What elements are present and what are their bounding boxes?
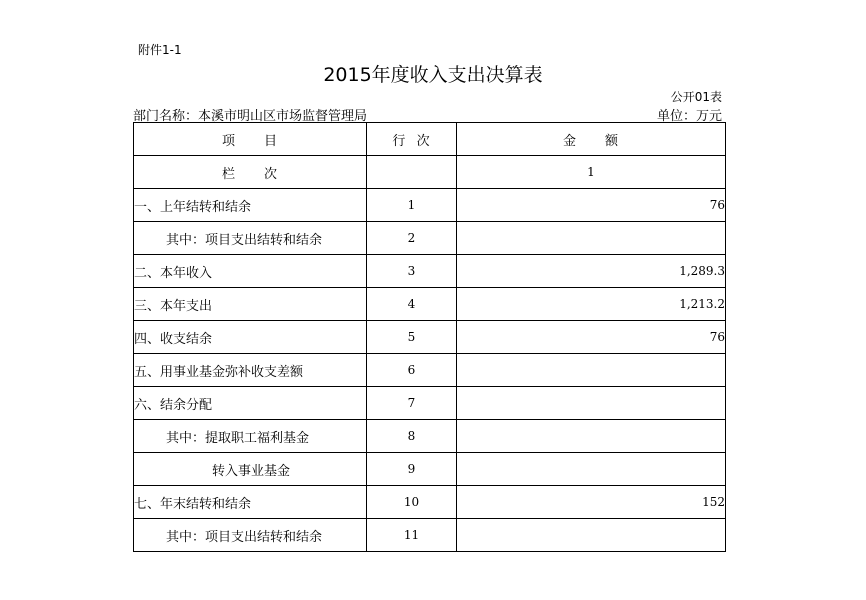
page-title: 2015年度收入支出决算表 [323, 64, 543, 86]
budget-table [133, 122, 726, 552]
header-row [134, 123, 726, 156]
header-line-b: 次 [416, 133, 431, 149]
row-item: 四、收支结余 [134, 321, 367, 354]
row-amount: 76 [457, 189, 726, 222]
row-item: 其中：项目支出结转和结余 [134, 519, 367, 552]
row-item: 其中：提取职工福利基金 [134, 420, 367, 453]
row-item: 六、结余分配 [134, 387, 367, 420]
table-row [134, 387, 726, 420]
table-row [134, 288, 726, 321]
row-amount [457, 519, 726, 552]
table-row [134, 519, 726, 552]
row-line: 9 [367, 453, 457, 486]
row-item: 一、上年结转和结余 [134, 189, 367, 222]
header-amount-b: 额 [605, 133, 620, 149]
header-item [134, 123, 367, 156]
row-item: 二、本年收入 [134, 255, 367, 288]
header-line [367, 123, 457, 156]
table-row [134, 354, 726, 387]
row-line: 6 [367, 354, 457, 387]
column-number: 1 [457, 156, 726, 189]
column-line-empty [367, 156, 457, 189]
row-line: 1 [367, 189, 457, 222]
table-row [134, 420, 726, 453]
header-item-a: 项 [221, 133, 236, 149]
row-amount: 1,213.2 [457, 288, 726, 321]
attachment-label: 附件1-1 [138, 43, 182, 57]
row-amount [457, 354, 726, 387]
row-line: 10 [367, 486, 457, 519]
table-row [134, 255, 726, 288]
table-row [134, 222, 726, 255]
row-item: 七、年末结转和结余 [134, 486, 367, 519]
row-amount [457, 420, 726, 453]
header-amount-a: 金 [562, 133, 577, 149]
row-item: 转入事业基金 [134, 453, 367, 486]
department-name: 部门名称：本溪市明山区市场监督管理局 [133, 109, 368, 124]
column-label-a: 栏 [221, 166, 236, 182]
row-line: 7 [367, 387, 457, 420]
row-line: 3 [367, 255, 457, 288]
row-line: 4 [367, 288, 457, 321]
column-label-b: 次 [264, 166, 279, 182]
header-item-b: 目 [264, 133, 279, 149]
row-item: 其中：项目支出结转和结余 [134, 222, 367, 255]
table-row [134, 453, 726, 486]
row-item: 五、用事业基金弥补收支差额 [134, 354, 367, 387]
row-item: 三、本年支出 [134, 288, 367, 321]
row-line: 8 [367, 420, 457, 453]
row-amount: 76 [457, 321, 726, 354]
row-amount [457, 387, 726, 420]
header-line-a: 行 [392, 133, 407, 149]
row-amount: 1,289.3 [457, 255, 726, 288]
column-number-row [134, 156, 726, 189]
column-label [134, 156, 367, 189]
row-amount [457, 453, 726, 486]
row-amount: 152 [457, 486, 726, 519]
table-row [134, 486, 726, 519]
table-row [134, 189, 726, 222]
header-amount [457, 123, 726, 156]
row-line: 11 [367, 519, 457, 552]
table-row [134, 321, 726, 354]
unit-label: 单位：万元 [656, 109, 722, 124]
row-line: 5 [367, 321, 457, 354]
row-amount [457, 222, 726, 255]
form-code: 公开01表 [670, 90, 722, 104]
row-line: 2 [367, 222, 457, 255]
